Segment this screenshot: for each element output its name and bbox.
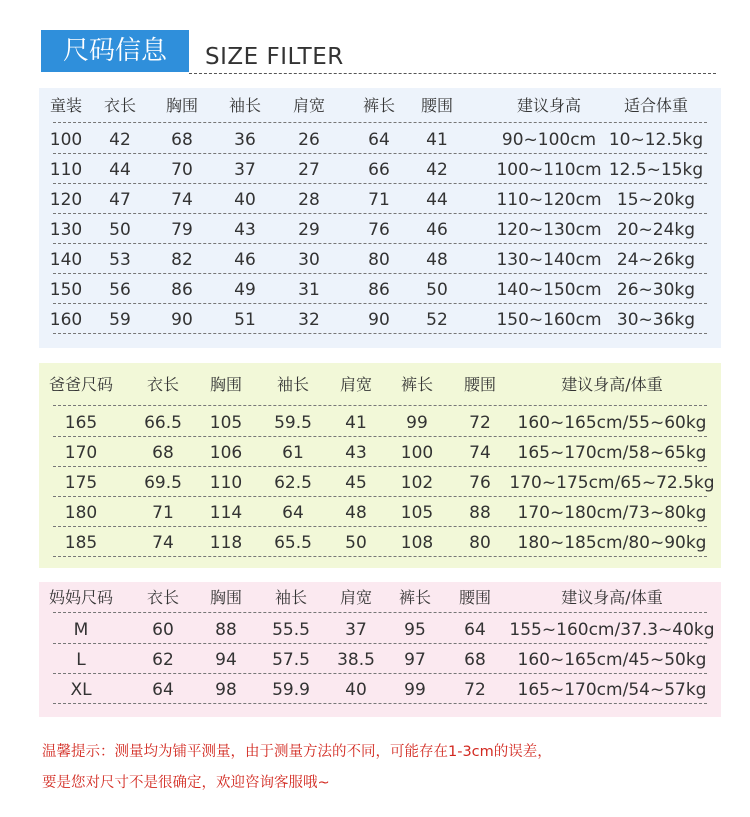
table-cell: 52	[426, 310, 448, 330]
table-cell: 28	[298, 190, 320, 210]
table-cell: 59	[109, 310, 131, 330]
column-header: 裤长	[362, 96, 396, 115]
column-header: 腰围	[463, 375, 497, 394]
row-divider	[53, 153, 707, 154]
table-cell: 71	[152, 503, 174, 523]
table-cell: 29	[298, 220, 320, 240]
mom-header-row	[39, 583, 721, 613]
table-row	[39, 155, 721, 185]
table-cell: 68	[464, 650, 486, 670]
column-header: 建议身高/体重	[561, 375, 663, 394]
table-cell: 105	[209, 413, 243, 433]
table-cell: 48	[345, 503, 367, 523]
table-cell: 160~165cm/45~50kg	[517, 650, 707, 670]
table-cell: 180	[64, 503, 98, 523]
table-cell: 42	[426, 160, 448, 180]
table-cell: 110	[209, 473, 243, 493]
table-row	[39, 185, 721, 215]
table-cell: 140	[49, 250, 83, 270]
table-cell: 95	[404, 620, 426, 640]
table-cell: 150	[49, 280, 83, 300]
column-header: 建议身高	[516, 96, 582, 115]
table-row	[39, 215, 721, 245]
table-cell: 37	[234, 160, 256, 180]
table-row	[39, 615, 721, 645]
table-cell: 98	[215, 680, 237, 700]
table-row	[39, 675, 721, 705]
table-cell: 12.5~15kg	[608, 160, 704, 180]
column-header: 胸围	[209, 588, 243, 607]
table-row	[39, 245, 721, 275]
table-cell: 90	[171, 310, 193, 330]
table-cell: 106	[209, 443, 243, 463]
kids-size-table	[39, 88, 721, 348]
table-cell: 105	[400, 503, 434, 523]
table-cell: 110	[49, 160, 83, 180]
table-cell: 68	[152, 443, 174, 463]
dad-header-row	[39, 370, 721, 400]
column-header: 建议身高/体重	[561, 588, 663, 607]
table-cell: 72	[469, 413, 491, 433]
table-cell: 43	[345, 443, 367, 463]
table-cell: 185	[64, 533, 98, 553]
table-cell: 27	[298, 160, 320, 180]
column-header: 衣长	[103, 96, 137, 115]
table-cell: 43	[234, 220, 256, 240]
table-cell: 80	[368, 250, 390, 270]
table-cell: 102	[400, 473, 434, 493]
table-cell: 50	[345, 533, 367, 553]
table-cell: 20~24kg	[616, 220, 696, 240]
table-cell: 41	[345, 413, 367, 433]
column-header: 适合体重	[623, 96, 689, 115]
row-divider	[53, 612, 707, 613]
section-title-badge: 尺码信息	[41, 30, 189, 72]
column-header: 袖长	[276, 375, 310, 394]
column-header: 衣长	[146, 375, 180, 394]
table-cell: 24~26kg	[616, 250, 696, 270]
table-cell: 170~180cm/73~80kg	[517, 503, 707, 523]
table-cell: 79	[171, 220, 193, 240]
table-cell: 30~36kg	[616, 310, 696, 330]
column-header: 裤长	[400, 375, 434, 394]
table-cell: 180~185cm/80~90kg	[517, 533, 707, 553]
row-divider	[53, 496, 707, 497]
column-header: 胸围	[165, 96, 199, 115]
table-cell: 61	[282, 443, 304, 463]
table-cell: 130~140cm	[496, 250, 602, 270]
row-divider	[53, 243, 707, 244]
table-cell: 64	[464, 620, 486, 640]
table-cell: M	[73, 620, 89, 640]
table-cell: 120~130cm	[496, 220, 602, 240]
table-cell: 160~165cm/55~60kg	[517, 413, 707, 433]
table-cell: 90~100cm	[501, 130, 597, 150]
table-cell: 120	[49, 190, 83, 210]
table-cell: 170	[64, 443, 98, 463]
row-divider	[53, 526, 707, 527]
table-cell: 86	[171, 280, 193, 300]
table-cell: 70	[171, 160, 193, 180]
table-cell: 72	[464, 680, 486, 700]
table-cell: 57.5	[272, 650, 310, 670]
table-cell: 46	[426, 220, 448, 240]
row-divider	[53, 436, 707, 437]
dad-size-table	[39, 363, 721, 568]
table-cell: 86	[368, 280, 390, 300]
table-cell: 59.9	[272, 680, 310, 700]
row-divider	[53, 333, 707, 334]
table-cell: 30	[298, 250, 320, 270]
section-subtitle: SIZE FILTER	[205, 44, 344, 70]
column-header: 爸爸尺码	[48, 375, 114, 394]
table-cell: 41	[426, 130, 448, 150]
table-cell: 45	[345, 473, 367, 493]
row-divider	[53, 556, 707, 557]
table-cell: 100~110cm	[496, 160, 602, 180]
table-cell: 99	[404, 680, 426, 700]
table-cell: 53	[109, 250, 131, 270]
table-cell: 165~170cm/58~65kg	[517, 443, 707, 463]
table-cell: XL	[70, 680, 92, 700]
table-cell: 64	[152, 680, 174, 700]
table-cell: 130	[49, 220, 83, 240]
table-cell: 66	[368, 160, 390, 180]
table-cell: 76	[368, 220, 390, 240]
table-cell: 90	[368, 310, 390, 330]
table-cell: 175	[64, 473, 98, 493]
table-cell: 62.5	[274, 473, 312, 493]
table-cell: 165~170cm/54~57kg	[517, 680, 707, 700]
table-cell: 37	[345, 620, 367, 640]
table-cell: 99	[406, 413, 428, 433]
row-divider	[53, 466, 707, 467]
column-header: 衣长	[146, 588, 180, 607]
table-cell: 170~175cm/65~72.5kg	[509, 473, 715, 493]
row-divider	[53, 405, 707, 406]
table-row	[39, 498, 721, 528]
row-divider	[53, 122, 707, 123]
table-row	[39, 528, 721, 558]
column-header: 袖长	[274, 588, 308, 607]
table-cell: 55.5	[272, 620, 310, 640]
column-header: 妈妈尺码	[48, 588, 114, 607]
table-cell: 31	[298, 280, 320, 300]
table-cell: 50	[426, 280, 448, 300]
row-divider	[53, 643, 707, 644]
table-cell: 110~120cm	[496, 190, 602, 210]
table-row	[39, 438, 721, 468]
table-cell: 66.5	[144, 413, 182, 433]
column-header: 袖长	[228, 96, 262, 115]
column-header: 裤长	[398, 588, 432, 607]
table-row	[39, 275, 721, 305]
column-header: 肩宽	[339, 588, 373, 607]
table-cell: 74	[171, 190, 193, 210]
table-cell: 88	[469, 503, 491, 523]
table-cell: 42	[109, 130, 131, 150]
table-cell: 80	[469, 533, 491, 553]
row-divider	[53, 673, 707, 674]
table-cell: 68	[171, 130, 193, 150]
table-cell: 100	[49, 130, 83, 150]
table-row	[39, 125, 721, 155]
table-cell: 165	[64, 413, 98, 433]
table-cell: 97	[404, 650, 426, 670]
table-cell: 36	[234, 130, 256, 150]
table-cell: 74	[469, 443, 491, 463]
row-divider	[53, 703, 707, 704]
table-row	[39, 468, 721, 498]
row-divider	[53, 183, 707, 184]
table-cell: 10~12.5kg	[608, 130, 704, 150]
table-cell: 118	[209, 533, 243, 553]
column-header: 腰围	[458, 588, 492, 607]
table-cell: 108	[400, 533, 434, 553]
kids-header-row	[39, 91, 721, 121]
table-cell: 50	[109, 220, 131, 240]
column-header: 肩宽	[292, 96, 326, 115]
table-cell: 40	[234, 190, 256, 210]
table-cell: 60	[152, 620, 174, 640]
row-divider	[53, 303, 707, 304]
table-cell: 69.5	[144, 473, 182, 493]
table-cell: 44	[109, 160, 131, 180]
table-cell: 155~160cm/37.3~40kg	[509, 620, 715, 640]
table-cell: 88	[215, 620, 237, 640]
table-cell: 40	[345, 680, 367, 700]
column-header: 肩宽	[339, 375, 373, 394]
table-cell: 15~20kg	[616, 190, 696, 210]
table-cell: 82	[171, 250, 193, 270]
row-divider	[53, 273, 707, 274]
header-divider	[189, 73, 716, 74]
table-cell: 59.5	[274, 413, 312, 433]
tip-note-line-2: 要是您对尺寸不是很确定，欢迎咨询客服哦~	[42, 775, 330, 791]
table-cell: 74	[152, 533, 174, 553]
table-cell: 94	[215, 650, 237, 670]
column-header: 腰围	[420, 96, 454, 115]
table-cell: 76	[469, 473, 491, 493]
table-row	[39, 305, 721, 335]
tip-note-line-1: 温馨提示：测量均为铺平测量，由于测量方法的不同，可能存在1-3cm的误差，	[42, 744, 552, 760]
table-cell: 51	[234, 310, 256, 330]
table-cell: L	[76, 650, 86, 670]
table-row	[39, 408, 721, 438]
table-cell: 62	[152, 650, 174, 670]
column-header: 童装	[49, 96, 83, 115]
table-cell: 160	[49, 310, 83, 330]
table-cell: 65.5	[274, 533, 312, 553]
table-cell: 32	[298, 310, 320, 330]
mom-size-table	[39, 582, 721, 717]
table-cell: 114	[209, 503, 243, 523]
column-header: 胸围	[209, 375, 243, 394]
table-cell: 64	[282, 503, 304, 523]
table-cell: 46	[234, 250, 256, 270]
table-cell: 56	[109, 280, 131, 300]
table-cell: 140~150cm	[496, 280, 602, 300]
table-cell: 47	[109, 190, 131, 210]
table-cell: 38.5	[337, 650, 375, 670]
table-cell: 71	[368, 190, 390, 210]
table-cell: 44	[426, 190, 448, 210]
row-divider	[53, 213, 707, 214]
table-cell: 26~30kg	[616, 280, 696, 300]
table-row	[39, 645, 721, 675]
table-cell: 150~160cm	[496, 310, 602, 330]
table-cell: 100	[400, 443, 434, 463]
table-cell: 64	[368, 130, 390, 150]
table-cell: 48	[426, 250, 448, 270]
table-cell: 49	[234, 280, 256, 300]
table-cell: 26	[298, 130, 320, 150]
